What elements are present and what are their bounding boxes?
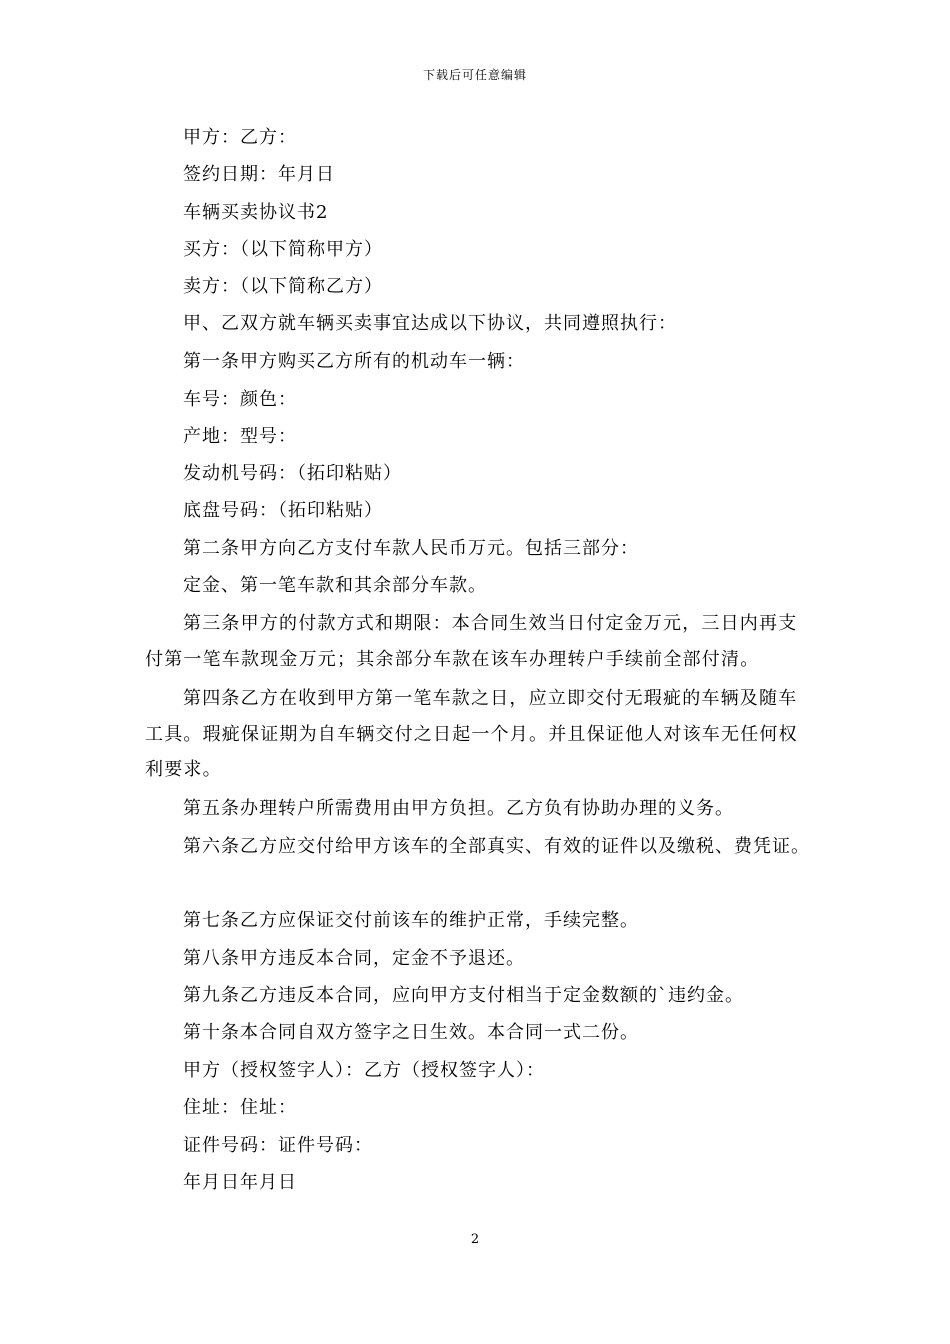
preamble-line: 甲、乙双方就车辆买卖事宜达成以下协议，共同遵照执行：: [183, 313, 677, 334]
seller-line: 卖方：（以下简称乙方）: [183, 276, 383, 297]
engine-number-line: 发动机号码：（拓印粘贴）: [183, 463, 402, 484]
clause-2: 第二条甲方向乙方支付车款人民币万元。包括三部分：: [183, 538, 639, 559]
buyer-line: 买方：（以下简称甲方）: [183, 239, 383, 260]
address-line: 住址：住址：: [183, 1097, 297, 1118]
clause-9: 第九条乙方违反本合同，应向甲方支付相当于定金数额的`违约金。: [183, 985, 744, 1006]
clause-7: 第七条乙方应保证交付前该车的维护正常，手续完整。: [183, 910, 639, 931]
page-number: 2: [470, 1232, 480, 1247]
date-line: 年月日年月日: [183, 1172, 297, 1193]
agreement-title: 车辆买卖协议书2: [183, 202, 329, 223]
page-header-note: 下载后可任意编辑: [422, 68, 527, 82]
plate-color-line: 车号：颜色：: [183, 389, 297, 410]
clause-6: 第六条乙方应交付给甲方该车的全部真实、有效的证件以及缴税、费凭证。: [183, 836, 810, 857]
signing-date-line: 签约日期：年月日: [183, 164, 335, 185]
clause-2-detail: 定金、第一笔车款和其余部分车款。: [183, 575, 487, 596]
clause-1: 第一条甲方购买乙方所有的机动车一辆：: [183, 351, 525, 372]
chassis-number-line: 底盘号码：（拓印粘贴）: [183, 500, 383, 521]
id-number-line: 证件号码：证件号码：: [183, 1135, 373, 1156]
clause-10: 第十条本合同自双方签字之日生效。本合同一式二份。: [183, 1022, 639, 1043]
clause-5: 第五条办理转户所需费用由甲方负担。乙方负有协助办理的义务。: [183, 798, 734, 819]
clause-3-paragraph: 第三条甲方的付款方式和期限：本合同生效当日付定金万元，三日内再支付第一笔车款现金万元；其余部分车款在该车办理转户手续前全部付清。: [145, 613, 798, 670]
clause-4-paragraph: 第四条乙方在收到甲方第一笔车款之日，应立即交付无瑕疵的车辆及随车工具。瑕疵保证期为自车辆交付之日起一个月。并且保证他人对该车无任何权利要求。: [145, 688, 798, 780]
clause-8: 第八条甲方违反本合同，定金不予退还。: [183, 948, 525, 969]
party-line: 甲方：乙方：: [183, 127, 297, 148]
signatory-line: 甲方（授权签字人）：乙方（授权签字人）：: [183, 1060, 545, 1081]
origin-model-line: 产地：型号：: [183, 426, 297, 447]
